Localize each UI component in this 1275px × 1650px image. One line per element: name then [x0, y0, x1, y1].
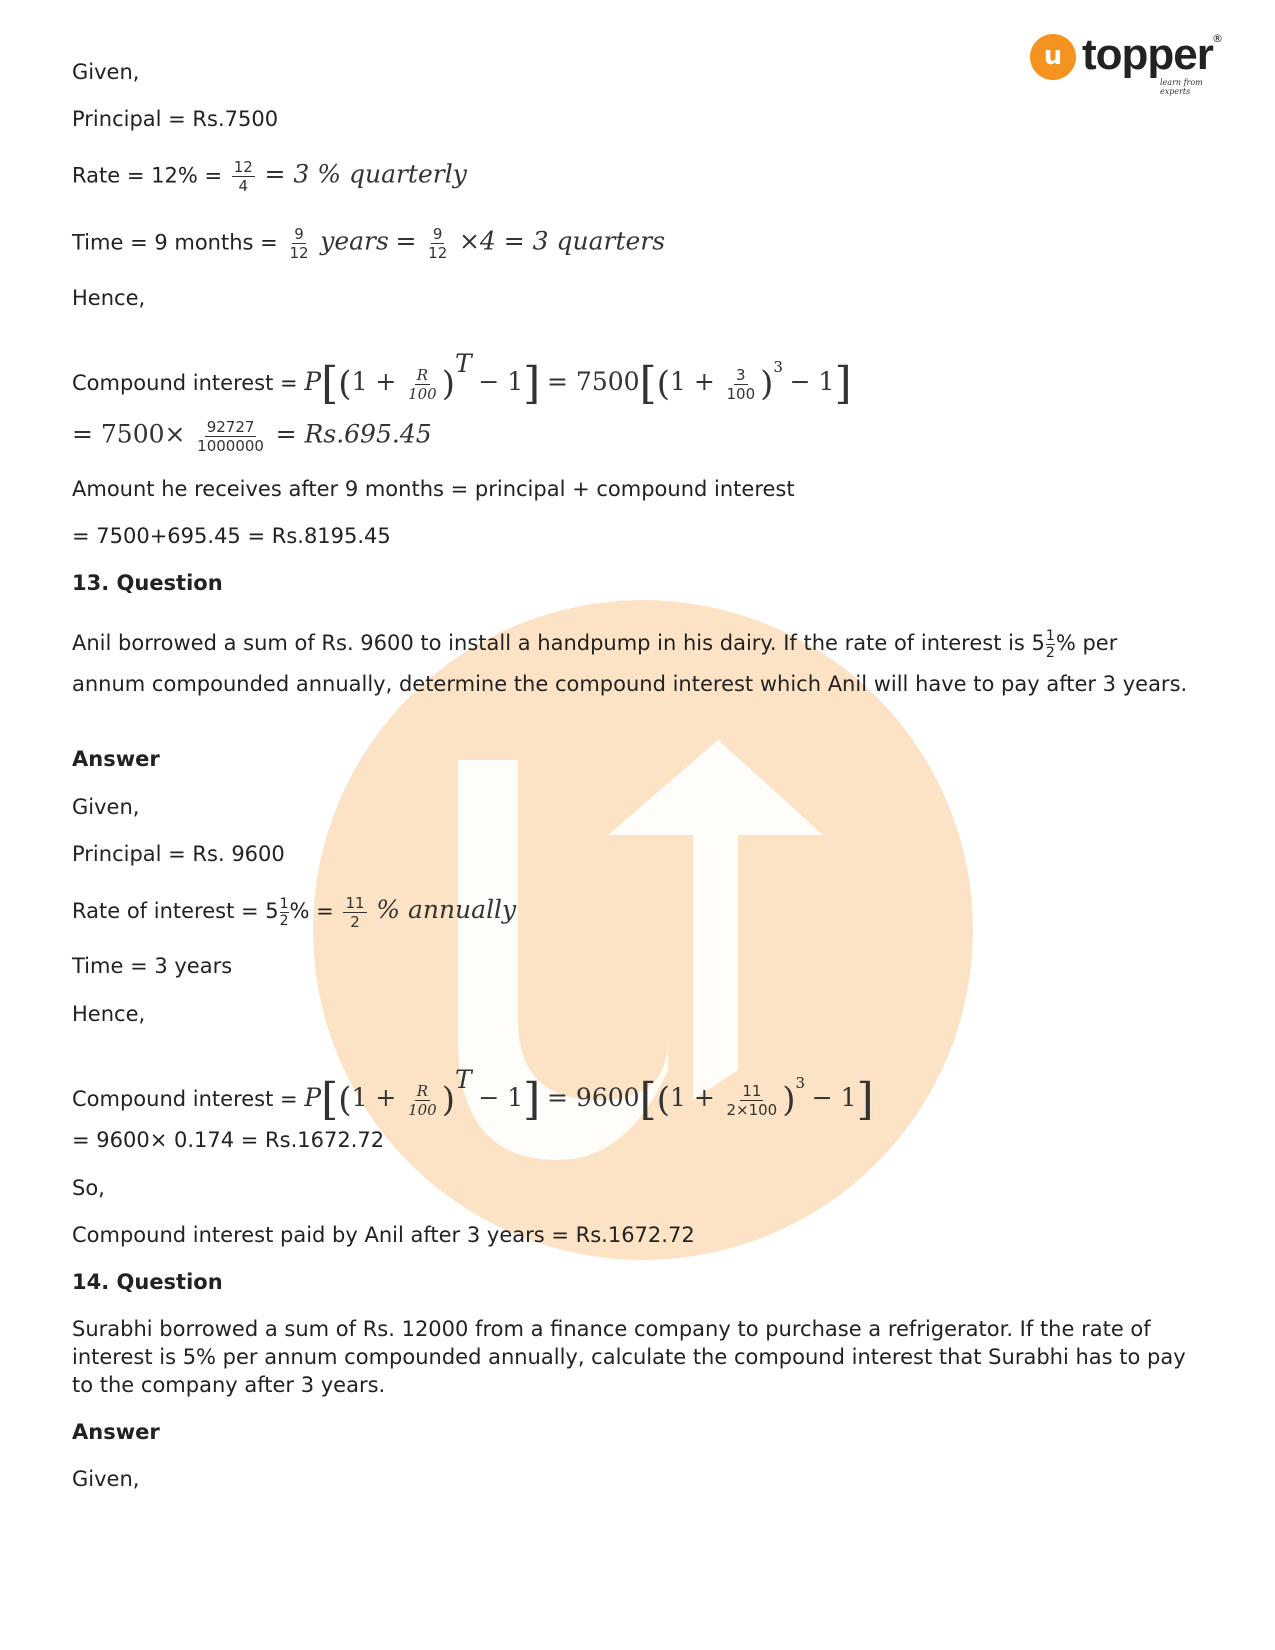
ci-minus-one-2: − 1 — [789, 367, 835, 396]
topper-logo-tagline: learn from experts — [1160, 78, 1203, 96]
ci-formula-1: Compound interest = P[(1 + $\frac{R}{100}$ )$^T$ − 1] = 7500[(1 + $\frac{3}{100}$ )$^3$ − 1] — [72, 349, 852, 409]
time-line-1 — [72, 225, 665, 262]
ci-formula-13: Compound interest = P[(1 + $\frac{R}{100}$ )$^T$ − 1] = 9600[(1 + $\frac{11}{2\times 100}$ )$^3$ − 1] — [72, 1065, 874, 1125]
rate-result: = 3 % quarterly — [264, 159, 467, 189]
topper-logo-word: topper — [1082, 30, 1213, 79]
hence-line-1: Hence, — [72, 286, 146, 310]
rate-fraction: $\frac{12}{4}$ — [233, 158, 253, 195]
ci-minus-one: − 1 — [478, 367, 524, 396]
amount-calc-line: = 7500+695.45 = Rs.8195.45 — [72, 524, 391, 548]
time-fraction-1: $\frac{9}{12}$ — [289, 225, 309, 262]
ci-13-11-over-200: $\frac{11}{2\times 100}$ — [726, 1081, 778, 1119]
given-14: Given, — [72, 1467, 140, 1491]
time-label: Time = 9 months = — [72, 230, 278, 255]
calc-line-1 — [72, 418, 432, 455]
ci-3-over-100: $\frac{3}{100}$ — [726, 365, 756, 403]
rate-line-1 — [72, 158, 467, 195]
rate-13: Rate of interest = 5 1 2 % = $\frac{11}{2}$ % annually — [72, 893, 517, 931]
calc-fraction: $\frac{92727}{1000000}$ — [197, 418, 264, 455]
rate-label: Rate = 12% = — [72, 163, 223, 188]
given-line-1: Given, — [72, 60, 140, 84]
question-13-heading: 13. Question — [72, 571, 223, 595]
calc-result: = Rs.695.45 — [275, 419, 432, 449]
topper-logo — [1030, 28, 1230, 96]
principal-line-1: Principal = Rs.7500 — [72, 107, 279, 131]
question-13-text-line-2: annum compounded annually, determine the compound interest which Anil will have to pay after 3 years. — [72, 672, 1188, 696]
final-13: Compound interest paid by Anil after 3 years = Rs.1672.72 — [72, 1223, 695, 1247]
ci-one-2: 1 + — [669, 367, 715, 396]
topper-logo-mark-icon: u — [1030, 34, 1076, 80]
time-fraction-2: $\frac{9}{12}$ — [428, 225, 448, 262]
amount-line: Amount he receives after 9 months = principal + compound interest — [72, 477, 795, 501]
ci-exponent-3: 3 — [773, 358, 783, 376]
rate-13-fraction: $\frac{11}{2}$ — [345, 893, 365, 931]
time-equals: = — [395, 226, 417, 256]
calc-prefix: = 7500× — [72, 419, 186, 449]
time-years: years — [320, 226, 389, 256]
ci-r-over-100: $\frac{R}{100}$ — [408, 365, 437, 403]
ci-one: 1 + — [351, 367, 397, 396]
time-13: Time = 3 years — [72, 954, 233, 978]
principal-13: Principal = Rs. 9600 — [72, 842, 285, 866]
hence-13: Hence, — [72, 1002, 146, 1026]
answer-13-heading: Answer — [72, 747, 160, 771]
question-14-text: Surabhi borrowed a sum of Rs. 12000 from a finance company to purchase a refrigerator. If the rate of interest is 5% per annum compounded annually, calculate the compound interest that Surabhi has to pay to the company after 3 years. — [72, 1317, 1186, 1397]
question-13-text-line-1: Anil borrowed a sum of Rs. 9600 to install a handpump in his dairy. If the rate of interest is 5 1 2 % per — [72, 627, 1118, 661]
ci-13-r-over-100: $\frac{R}{100}$ — [408, 1081, 437, 1119]
calc-13: = 9600× 0.174 = Rs.1672.72 — [72, 1128, 385, 1152]
ci-13-value-9600: = 9600 — [547, 1083, 640, 1112]
question-14-heading: 14. Question — [72, 1270, 223, 1294]
time-result: ×4 = 3 quarters — [458, 226, 666, 256]
registered-mark: ® — [1212, 32, 1223, 45]
given-13: Given, — [72, 795, 140, 819]
answer-14-heading: Answer — [72, 1420, 160, 1444]
ci-label: Compound interest = — [72, 371, 298, 395]
ci-exponent-t: T — [454, 349, 472, 378]
so-13: So, — [72, 1176, 105, 1200]
rate-13-result: % annually — [376, 895, 517, 924]
ci-value-7500: = 7500 — [547, 367, 640, 396]
ci-principal-symbol: P — [304, 367, 322, 396]
